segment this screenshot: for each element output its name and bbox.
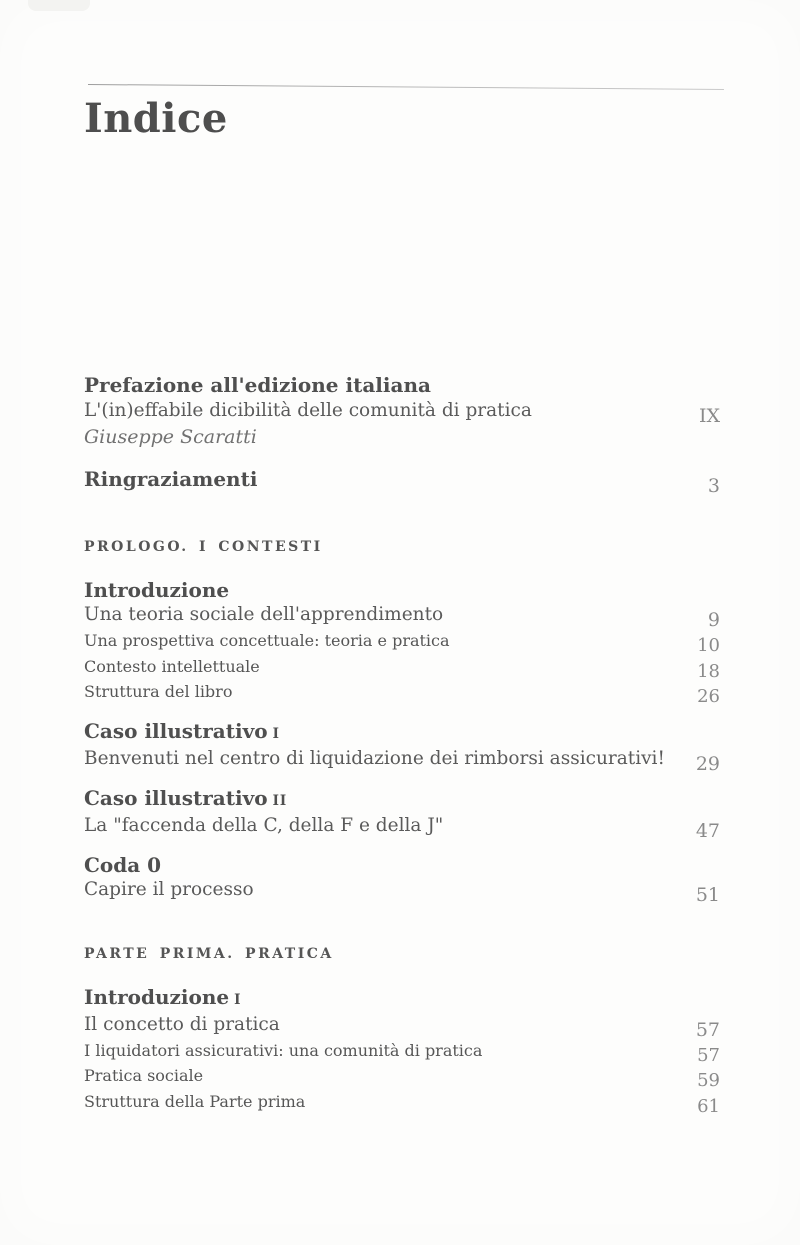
chapter-title-row	[84, 813, 720, 842]
chapter-heading-text: Coda 0	[84, 852, 162, 877]
chapter-title-row	[84, 746, 720, 775]
subentry-label: Pratica sociale	[84, 1066, 204, 1085]
toc-chapter-introduzione-1	[84, 985, 720, 1115]
page-number: 10	[697, 635, 720, 656]
page-number: 29	[695, 752, 720, 775]
entry-heading: Ringraziamenti	[84, 467, 258, 491]
chapter-heading	[84, 985, 720, 1012]
chapter-heading-text: Introduzione	[84, 578, 230, 602]
subentry-row	[84, 628, 720, 654]
chapter-subentries	[84, 1038, 720, 1115]
chapter-numeral: II	[272, 792, 288, 809]
entry-heading: Prefazione all'edizione italiana	[84, 373, 431, 397]
subentry-row	[84, 654, 720, 680]
chapter-heading	[84, 853, 720, 877]
entry-subtitle: L'(in)effabile dicibilità delle comunità di pratica	[84, 400, 532, 421]
page-number: 59	[697, 1070, 720, 1091]
subentry-label: Contesto intellettuale	[84, 656, 260, 676]
entry-author: Giuseppe Scaratti	[84, 426, 257, 448]
subentry-label: Struttura della Parte prima	[84, 1091, 306, 1111]
chapter-heading	[84, 786, 720, 813]
page-number: 51	[695, 883, 720, 906]
part-label-parte-prima: PARTE PRIMA. PRATICA	[84, 945, 334, 962]
chapter-heading-text: Introduzione	[84, 984, 230, 1009]
toc-chapter-caso-2	[84, 785, 720, 842]
page-number: 9	[707, 609, 720, 631]
chapter-title: Il concetto di pratica	[84, 1013, 280, 1035]
subentry-label: I liquidatori assicurativi: una comunità di pratica	[84, 1040, 483, 1060]
chapter-heading	[84, 719, 720, 746]
chapter-numeral: I	[234, 991, 242, 1008]
chapter-title-row	[84, 877, 720, 906]
toc-chapter-coda-0	[84, 852, 720, 906]
page-number: 47	[695, 819, 720, 842]
subentry-row	[84, 1089, 720, 1115]
chapter-title-row	[84, 602, 720, 631]
page-number: IX	[698, 405, 720, 427]
subentry-label: Una prospettiva concettuale: teoria e pratica	[84, 631, 450, 650]
toc-entry-prefazione	[84, 372, 720, 450]
page-number: 26	[697, 686, 720, 707]
chapter-heading-text: Caso illustrativo	[84, 785, 268, 810]
page-number: 57	[695, 1018, 720, 1041]
chapter-title-row	[84, 1012, 720, 1041]
chapter-heading-text: Caso illustrativo	[84, 718, 268, 743]
page-number: 57	[697, 1044, 720, 1066]
chapter-heading	[84, 578, 720, 602]
page-title: Indice	[84, 95, 228, 142]
page-number: 18	[697, 660, 720, 682]
toc-content	[84, 0, 720, 1117]
subentry-row	[84, 1063, 720, 1089]
chapter-title: Una teoria sociale dell'apprendimento	[84, 604, 444, 625]
scan-artifact	[28, 0, 90, 11]
chapter-title: Benvenuti nel centro di liquidazione dei rimborsi assicurativi!	[84, 747, 665, 769]
chapter-numeral: I	[272, 725, 280, 742]
subentry-label: Struttura del libro	[84, 682, 233, 701]
chapter-title: La "faccenda della C, della F e della J"	[84, 814, 444, 836]
subentry-row	[84, 1038, 720, 1064]
toc-chapter-introduzione	[84, 578, 720, 705]
chapter-title: Capire il processo	[84, 878, 254, 900]
toc-entry-ringraziamenti	[84, 466, 720, 497]
entry-row	[84, 398, 720, 427]
page-number: 3	[707, 475, 720, 497]
toc-chapter-caso-1	[84, 718, 720, 775]
subentry-row	[84, 679, 720, 705]
part-label-prologo: PROLOGO. I CONTESTI	[84, 539, 323, 555]
chapter-subentries	[84, 628, 720, 705]
page-number: 61	[697, 1095, 720, 1117]
